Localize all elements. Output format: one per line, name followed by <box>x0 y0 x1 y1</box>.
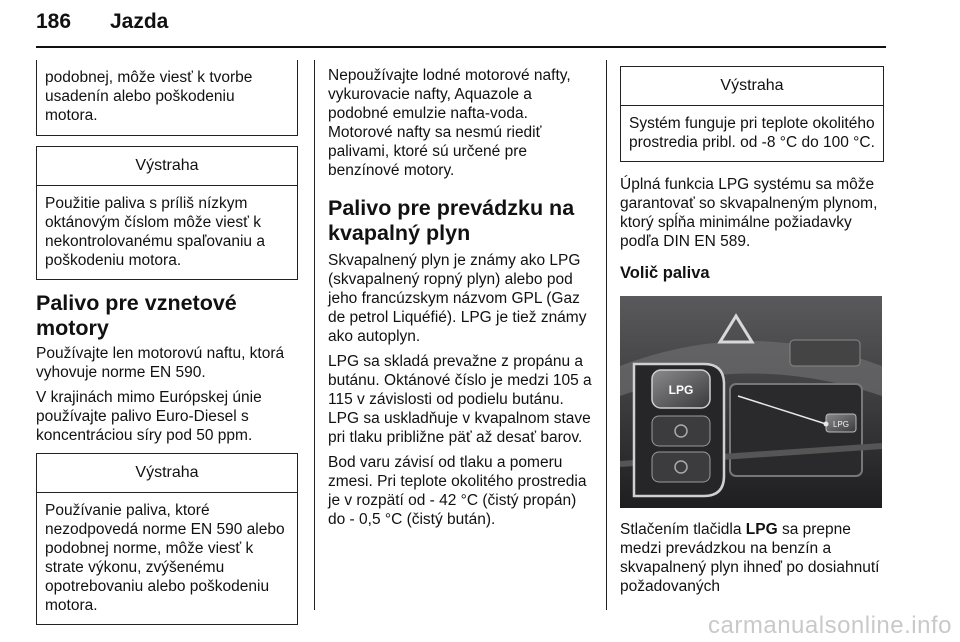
column-2 <box>328 66 592 535</box>
lpg-label-small: LPG <box>832 420 850 429</box>
warning-box-diesel <box>36 453 298 625</box>
page-header <box>36 0 886 47</box>
warning-box-continued <box>36 60 298 136</box>
warning-title: Výstraha <box>37 147 297 186</box>
lpg-button-name: LPG <box>745 521 778 538</box>
warning-text: Používanie paliva, ktoré nezodpovedá norme EN 590 alebo podobnej norme, môže viesť k strate výkonu, zvýšenému opotrebovaniu alebo poškodeniu motora. <box>45 502 285 614</box>
watermark: carmanualsonline.info <box>708 612 952 639</box>
paragraph-lpg-composition: LPG sa skladá prevažne z propánu a butánu. Oktánové číslo je medzi 105 a 115 v závislosti od podielu butánu. LPG sa uskladňuje v kvapalnom stave pri tlaku približne päť až desať barov. <box>328 353 592 446</box>
lpg-label-large: LPG <box>668 383 694 397</box>
column-divider-2 <box>606 60 607 610</box>
subheading-fuel-selector: Volič paliva <box>620 264 710 282</box>
section-heading-diesel: Palivo pre vznetové motory <box>36 291 237 340</box>
warning-text: Použitie paliva s príliš nízkym oktánovým číslom môže viesť k nekontrolovanému spaľovaniu a poškodeniu motora. <box>45 195 265 269</box>
section-heading-lpg: Palivo pre prevádzku na kvapalný plyn <box>328 196 575 245</box>
warning-box-temperature <box>620 66 884 162</box>
column-divider-1 <box>314 60 315 610</box>
paragraph-diesel-norm: Používajte len motorovú naftu, ktorá vyhovuje norme EN 590. <box>36 345 285 381</box>
fuel-selector-photo <box>620 296 882 508</box>
warning-continued-text: podobnej, môže viesť k tvorbe usadenín alebo poškodeniu motora. <box>45 69 253 124</box>
paragraph-lpg-button <box>620 520 884 596</box>
header-rule <box>36 46 886 48</box>
warning-title: Výstraha <box>621 67 883 106</box>
warning-text: Systém funguje pri teplote okolitého prostredia pribl. od -8 °C do 100 °C. <box>629 115 875 151</box>
paragraph-lpg-boiling: Bod varu závisí od tlaku a pomeru zmesi. Pri teplote okolitého prostredia je v rozpätí od - 42 °C (čistý propán) do - 0,5 °C (čistý bután). <box>328 454 587 528</box>
warning-title: Výstraha <box>37 454 297 493</box>
paragraph-lpg-button-suffix: sa prepne medzi prevádzkou na benzín a skvapalnený plyn ihneď po dosiahnutí požadovaných <box>620 521 880 595</box>
paragraph-diesel-sulfur: V krajinách mimo Európskej únie používajte palivo Euro-Diesel s koncentráciou síry pod 50 ppm. <box>36 389 262 444</box>
paragraph-lpg-button-prefix: Stlačením tlačidla <box>620 521 746 538</box>
column-3 <box>620 66 884 602</box>
dashboard-illustration <box>620 296 882 508</box>
paragraph-marine-diesel: Nepoužívajte lodné motorové nafty, vykurovacie nafty, Aquazole a podobné emulzie nafta-voda. Motorové nafty sa nesmú riediť palivami, ktoré sú určené pre benzínové motory. <box>328 67 571 179</box>
chapter-title: Jazda <box>110 10 169 33</box>
paragraph-lpg-norm: Úplná funkcia LPG systému sa môže garantovať so skvapalneným plynom, ktorý spĺňa minimálne požiadavky podľa DIN EN 589. <box>620 176 878 250</box>
page-number: 186 <box>36 10 72 33</box>
warning-box-octane <box>36 146 298 280</box>
paragraph-lpg-intro: Skvapalnený plyn je známy ako LPG (skvapalnený ropný plyn) alebo pod jeho francúzskym názvom GPL (Gaz de petrol Liquéfié). LPG je tiež známy ako autoplyn. <box>328 252 587 345</box>
column-1 <box>36 60 298 625</box>
